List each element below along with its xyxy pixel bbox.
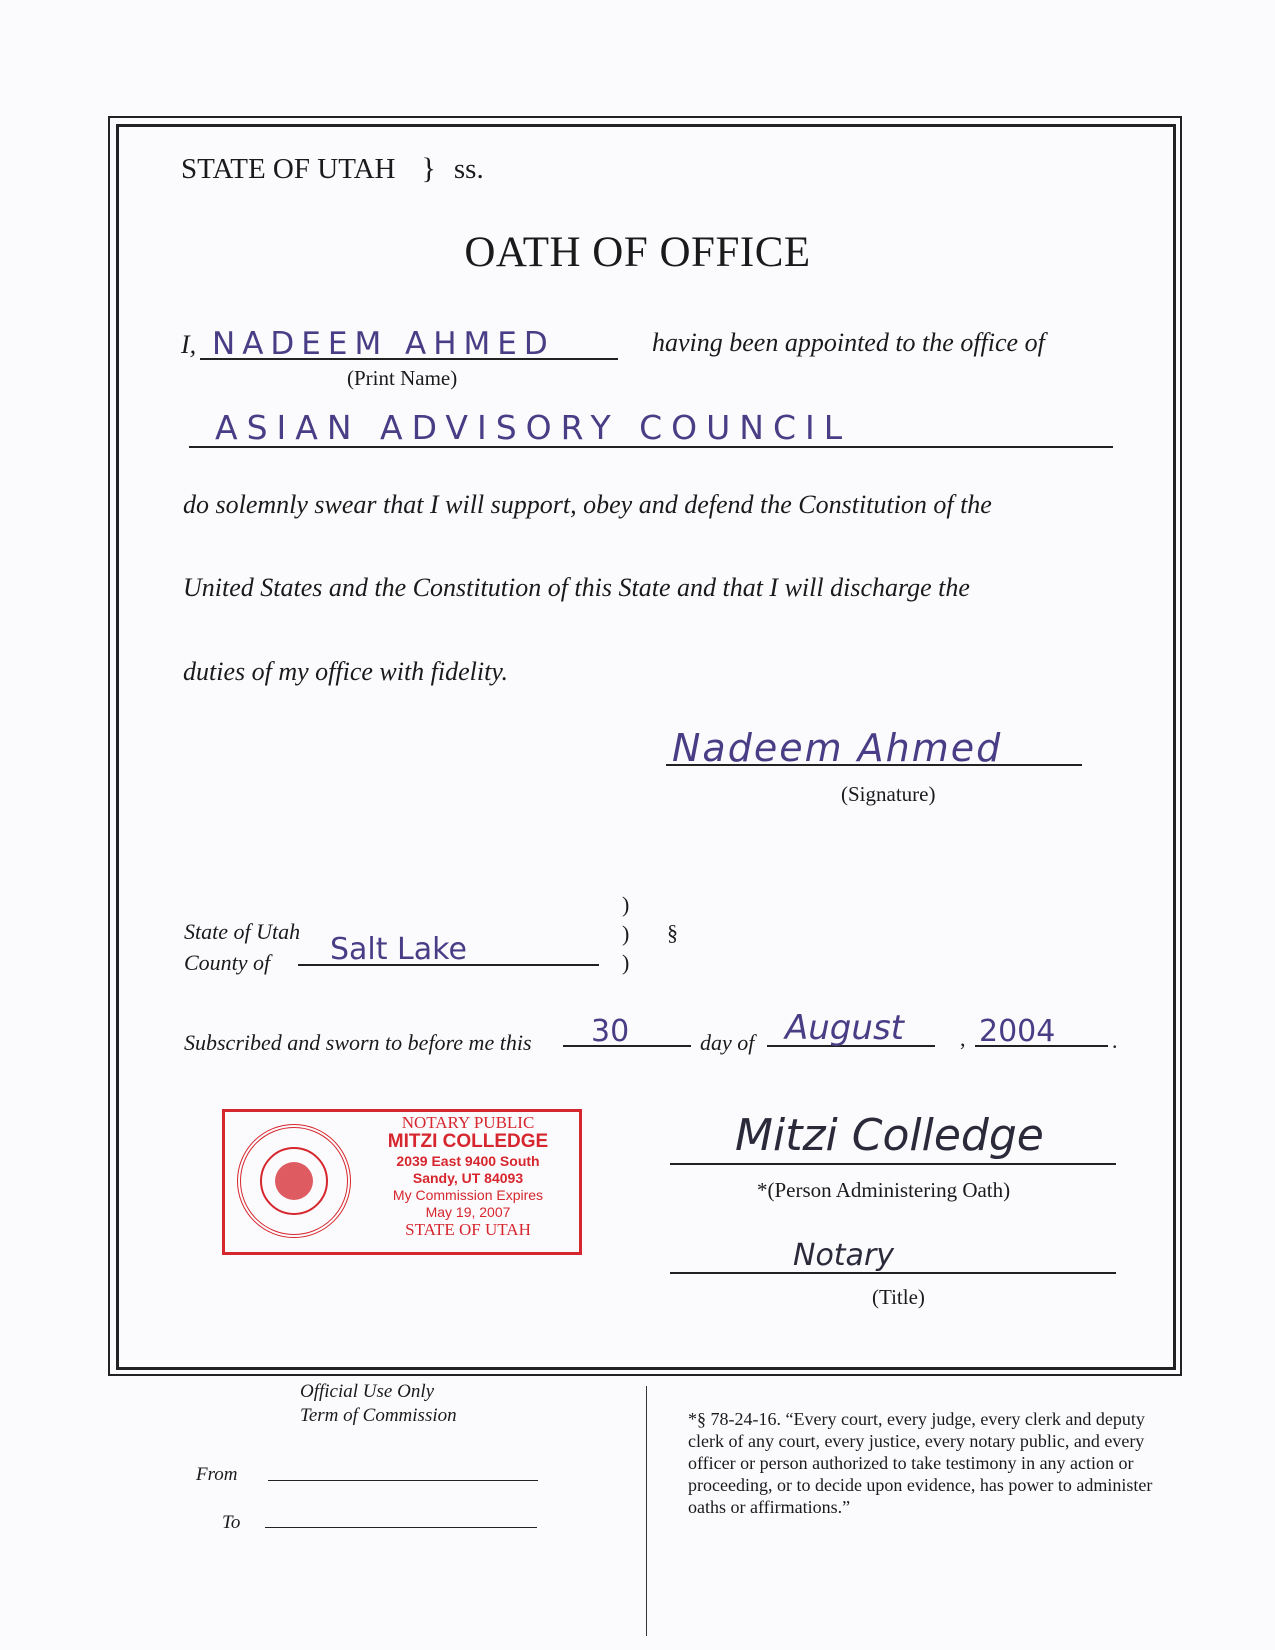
appointed-text: having been appointed to the office of <box>652 328 1045 357</box>
term-of-commission-heading: Term of Commission <box>300 1405 457 1426</box>
venue-state-label: State of Utah <box>184 919 301 944</box>
signature-value: Nadeem Ahmed <box>672 726 1003 770</box>
notary-stamp <box>222 1109 582 1255</box>
from-label: From <box>196 1464 238 1485</box>
venue-paren-2: ) <box>622 921 630 946</box>
venue-paren-1: ) <box>622 892 630 917</box>
intro-prefix: I, <box>181 330 197 359</box>
to-line <box>265 1527 537 1528</box>
county-value: Salt Lake <box>330 932 467 967</box>
title-value: Notary <box>793 1238 895 1273</box>
stamp-line-7: STATE OF UTAH <box>405 1220 531 1239</box>
day-of-text: day of <box>700 1030 755 1055</box>
day-value: 30 <box>591 1014 630 1049</box>
stamp-line-5: My Commission Expires <box>392 1187 544 1203</box>
month-value: August <box>785 1008 904 1048</box>
administrator-caption: *(Person Administering Oath) <box>757 1178 1011 1202</box>
stamp-line-4: Sandy, UT 84093 <box>412 1170 524 1186</box>
venue-paren-3: ) <box>622 950 630 975</box>
administrator-signature: Mitzi Colledge <box>735 1110 1044 1161</box>
statute-text: *§ 78-24-16. “Every court, every judge, every clerk and deputy clerk of any court, every justice, every notary public, and every officer or person authorized to take testimony in any action or proceeding, or to decide upon evidence, has power to administer oaths or affirmations.” <box>688 1409 1153 1517</box>
period: . <box>1112 1028 1118 1053</box>
signature-caption: (Signature) <box>841 782 936 806</box>
stamp-line-6: May 19, 2007 <box>425 1204 511 1220</box>
state-header <box>181 152 484 186</box>
stamp-line-1: NOTARY PUBLIC <box>401 1113 535 1132</box>
to-label: To <box>222 1512 241 1533</box>
from-line <box>268 1480 538 1481</box>
print-name-value: NADEEM AHMED <box>212 326 555 362</box>
state-seal-icon <box>237 1124 351 1238</box>
comma: , <box>960 1026 966 1051</box>
stamp-line-2: MITZI COLLEDGE <box>387 1131 549 1152</box>
ss-label: ss. <box>453 153 484 185</box>
oath-paragraph-line-3: duties of my office with fidelity. <box>183 657 508 686</box>
title-caption: (Title) <box>872 1285 925 1309</box>
official-use-heading: Official Use Only <box>300 1381 435 1402</box>
document-title: OATH OF OFFICE <box>464 229 811 276</box>
oath-paragraph-line-1: do solemnly swear that I will support, obey and defend the Constitution of the <box>183 490 992 519</box>
administrator-line <box>670 1163 1116 1165</box>
print-name-caption: (Print Name) <box>347 366 458 390</box>
section-symbol: § <box>667 920 678 945</box>
brace: } <box>421 152 436 185</box>
state-name: STATE OF UTAH <box>181 153 396 185</box>
footer-divider <box>646 1386 647 1636</box>
stamp-line-3: 2039 East 9400 South <box>396 1153 540 1169</box>
office-value: ASIAN ADVISORY COUNCIL <box>215 408 852 447</box>
year-value: 2004 <box>979 1014 1056 1049</box>
venue-county-label: County of <box>184 950 271 975</box>
subscribed-text: Subscribed and sworn to before me this <box>184 1030 532 1055</box>
oath-paragraph-line-2: United States and the Constitution of this State and that I will discharge the <box>183 573 970 602</box>
